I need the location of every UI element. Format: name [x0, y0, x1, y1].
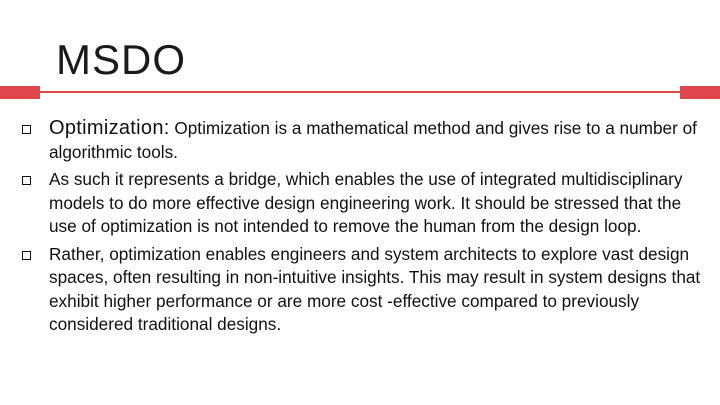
square-bullet-icon	[22, 125, 31, 134]
accent-bar-left	[0, 86, 40, 99]
bullet-text: Optimization is a mathematical method and gives rise to a number of algorithmic tools.	[49, 118, 697, 162]
bullet-item-design-spaces	[18, 243, 708, 337]
bullet-item-bridge	[18, 168, 708, 239]
bullet-item-optimization	[18, 117, 708, 164]
title-underline	[40, 91, 680, 93]
accent-bar-right	[680, 86, 720, 99]
bullet-text: As such it represents a bridge, which enables the use of integrated multidisciplinary models to do more effective design engineering work. It should be stressed that the use of optimization is not intended to remove the human from the design loop.	[49, 169, 683, 236]
bullet-lead-term: Optimization:	[49, 117, 170, 139]
square-bullet-icon	[22, 176, 31, 185]
bullet-text: Rather, optimization enables engineers and system architects to explore vast design spaces, often resulting in non-intuitive insights. This may result in system designs that exhibit higher performance or are more cost -effective compared to previously considered traditional designs.	[49, 243, 701, 334]
square-bullet-icon	[22, 251, 31, 260]
slide-title: MSDO	[56, 36, 186, 83]
bullet-list	[18, 117, 708, 337]
